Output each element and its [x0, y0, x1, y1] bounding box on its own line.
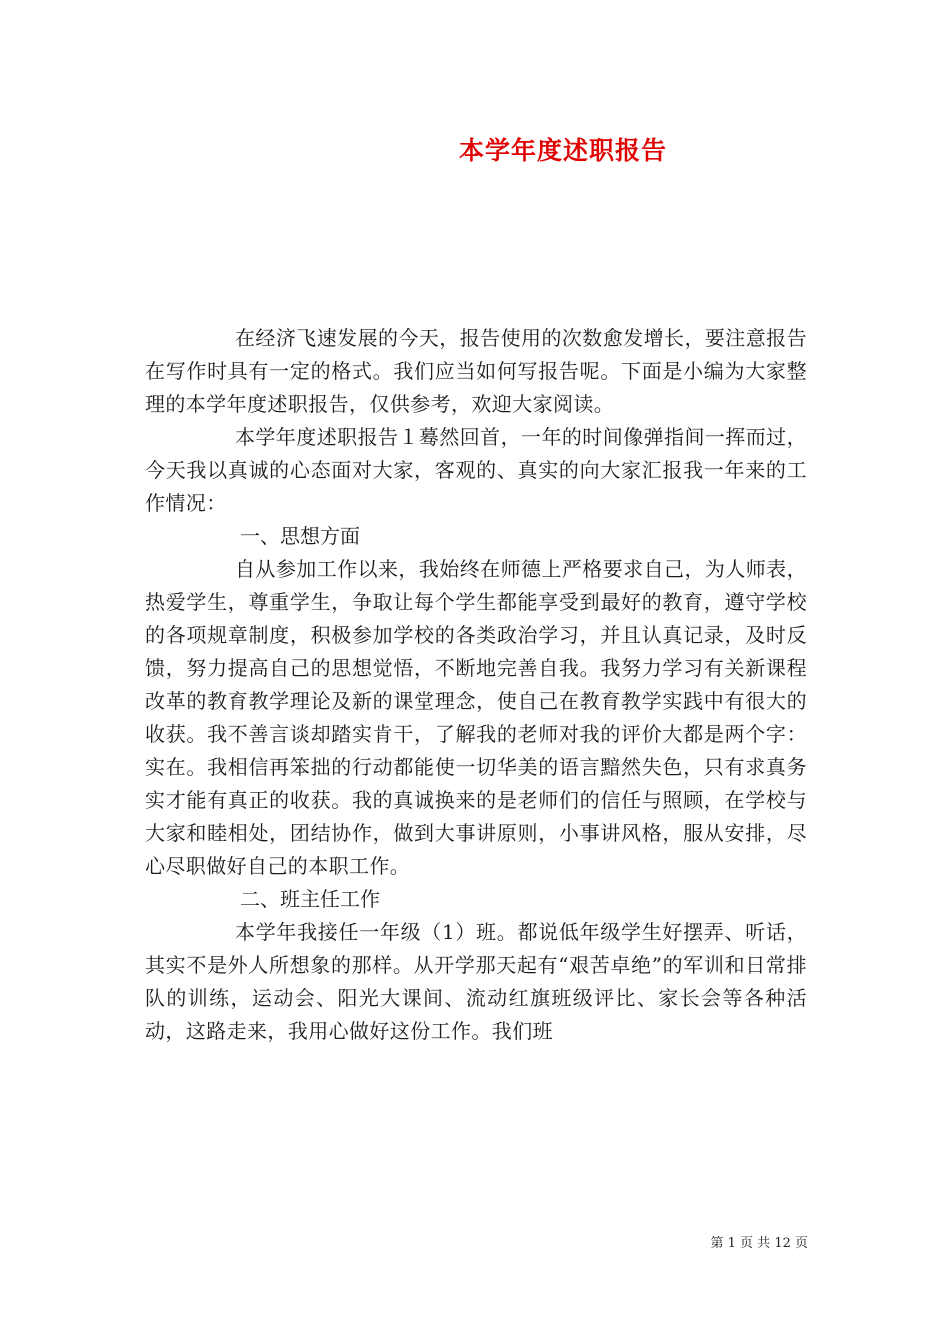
document-body — [145, 322, 807, 1048]
document-title: 本学年度述职报告 — [458, 136, 667, 165]
paragraph-report-opening: 本学年度述职报告１蓦然回首，一年的时间像弹指间一挥而过，今天我以真诚的心态面对大家，客观的、真实的向大家汇报我一年来的工作情况： — [145, 425, 807, 515]
paragraph-intro: 在经济飞速发展的今天，报告使用的次数愈发增长，要注意报告在写作时具有一定的格式。我们应当如何写报告呢。下面是小编为大家整理的本学年度述职报告，仅供参考，欢迎大家阅读。 — [145, 326, 807, 416]
page-number: 第 1 页 共 12 页 — [710, 1236, 808, 1251]
section-heading-class-teacher: 二、班主任工作 — [240, 887, 380, 911]
section-heading-thought: 一、思想方面 — [240, 524, 360, 548]
paragraph-class-teacher: 本学年我接任一年级（1）班。都说低年级学生好摆弄、听话，其实不是外人所想象的那样。从开学那天起有“艰苦卓绝”的军训和日常排队的训练，运动会、阳光大课间、流动红旗班级评比、家长会等各种活动，这路走来，我用心做好这份工作。我们班 — [145, 920, 807, 1043]
paragraph-thought: 自从参加工作以来，我始终在师德上严格要求自己，为人师表，热爱学生，尊重学生，争取让每个学生都能享受到最好的教育，遵守学校的各项规章制度，积极参加学校的各类政治学习，并且认真记录，及时反馈，努力提高自己的思想觉悟，不断地完善自我。我努力学习有关新课程改革的教育教学理论及新的课堂理念，使自己在教育教学实践中有很大的收获。我不善言谈却踏实肯干，了解我的老师对我的评价大都是两个字：实在。我相信再笨拙的行动都能使一切华美的语言黯然失色，只有求真务实才能有真正的收获。我的真诚换来的是老师们的信任与照顾，在学校与大家和睦相处，团结协作，做到大事讲原则，小事讲风格，服从安排，尽心尽职做好自己的本职工作。 — [145, 557, 807, 878]
